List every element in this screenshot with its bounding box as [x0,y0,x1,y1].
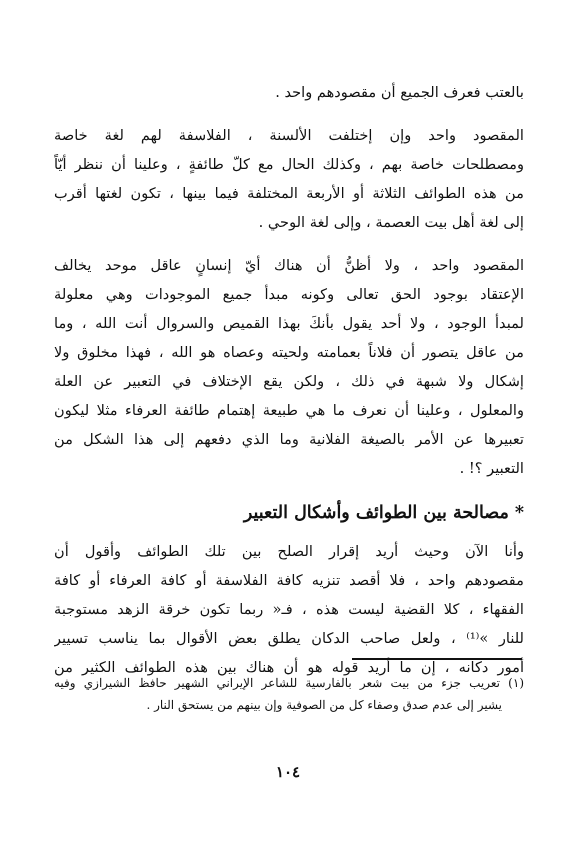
text-line: من هذه الطوائف الثلاثة أو الأربعة المختلفة فيما بينها ، تكون لغتها أقرب [54,185,524,202]
text-line: من عاقل يتصور أن فلاناً بعمامته ولحيته وعصاه هو الله ، فهذا مخلوق ولا [54,344,524,361]
page-body [54,78,524,696]
section-heading-text: مصالحة بين الطوائف وأشكال التعبير [243,503,509,523]
text-line: لمبدأ الوجود ، ولا أحد يقول بأنكَ بهذا القميص والسروال أنت الله ، وما [54,315,524,332]
text-line: المقصود واحد وإن إختلفت الألسنة ، الفلاسفة لهم لغة خاصة [54,127,524,144]
text-line: والمعلول ، وعلينا أن نعرف ما هي طبيعة إهتمام طائفة العرفاء مثلا ليكون [54,402,524,419]
footnote [54,672,524,716]
text-line: تعبيرها عن الأمر بالصيغة الفلانية وما الذي دفعهم إلى هذا الشكل من [54,431,524,448]
footnote-line: يشير إلى عدم صدق وصفاء كل من الصوفية وإن بينهم من يستحق النار . [146,698,502,712]
page-number: ١٠٤ [275,763,301,781]
section-heading [54,497,524,529]
text-line: مقصودهم واحد ، فلا أقصد تنزيه كافة الفلاسفة أو كافة العرفاء أو كافة [54,572,524,589]
text-line: للنار »⁽¹⁾ ، ولعل صاحب الدكان يطلق بعض الأقوال بما يناسب تسيير [54,630,524,647]
text-line: وأنا الآن وحيث أريد إقرار الصلح بين تلك الطوائف وأقول أن [54,543,524,560]
footnote-line: (١) تعريب جزء من بيت شعر بالفارسية للشاعر الإيراني الشهير حافظ الشيرازي وفيه [54,676,524,690]
text-line: أمور دكانه ، إن ما أريد قوله هو أن هناك بين هذه الطوائف الكثير من [54,659,524,676]
paragraph-4 [54,537,524,682]
text-line: ومصطلحات خاصة بهم ، وكذلك الحال مع كلّ طائفةٍ ، وعلينا أن ننظر أيّاً [54,156,524,173]
star-bullet: * [514,503,524,523]
paragraph-1 [54,78,524,107]
text-line: الإعتقاد بوجود الحق تعالى وكونه مبدأ جميع الموجودات وهي معلولة [54,286,524,303]
text-line: إلى لغة أهل بيت العصمة ، وإلى لغة الوحي . [258,214,524,231]
text-line: الفقهاء ، كلا القضية ليست هذه ، فـ« ربما تكون خرقة الزهد مستوجبة [54,601,524,618]
text-line: بالعتب فعرف الجميع أن مقصودهم واحد . [275,84,524,101]
text-line: المقصود واحد ، ولا أظنُّ أن هناك أيّ إنسانٍ عاقل موحد يخالف [54,257,524,274]
text-line: إشكال ولا شبهة في ذلك ، ولكن يقع الإختلاف في التعبير عن العلة [54,373,524,390]
text-line: التعبير ؟! . [459,460,524,477]
paragraph-2 [54,121,524,237]
footnote-divider [352,658,522,660]
paragraph-3 [54,251,524,483]
